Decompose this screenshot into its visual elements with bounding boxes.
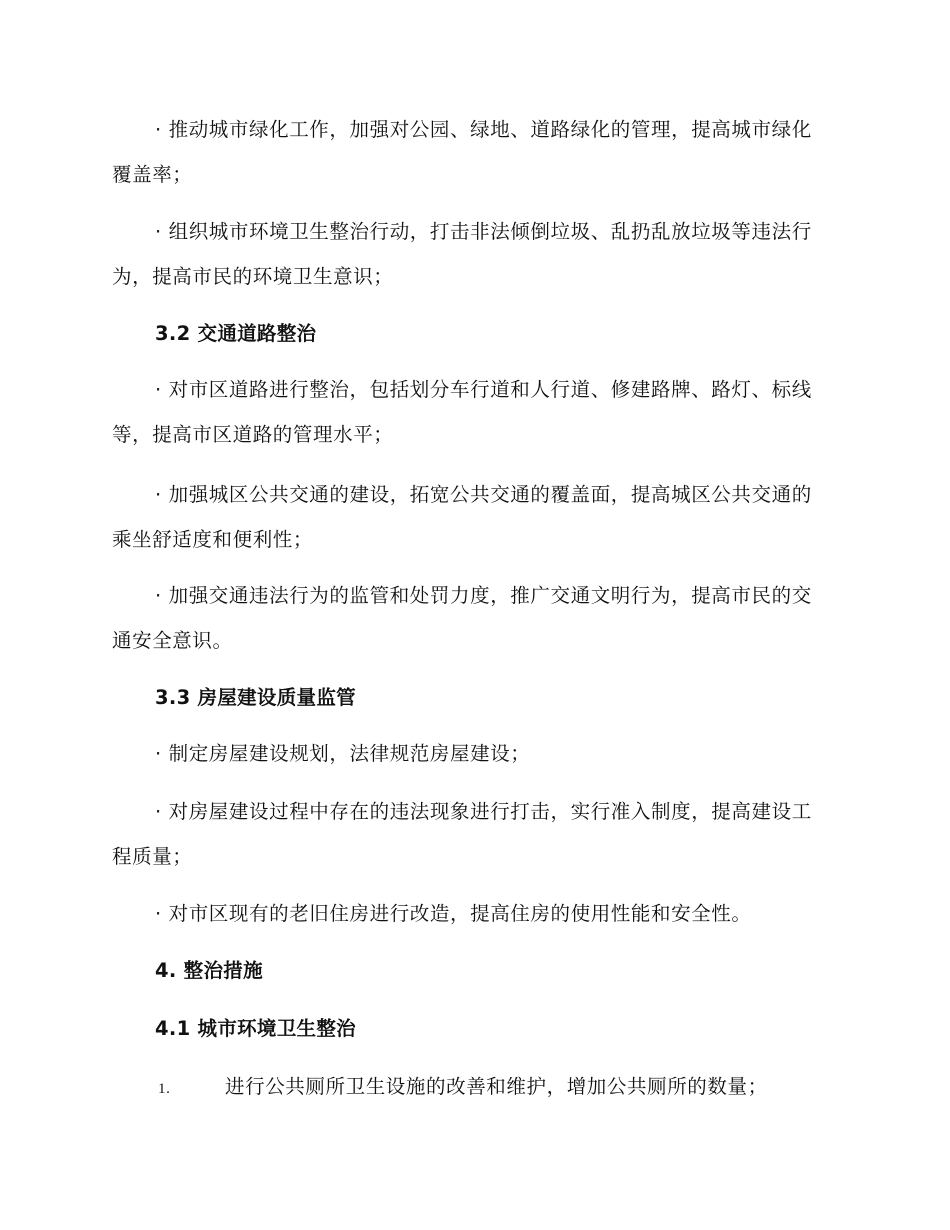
bullet-paragraph-sanitation-campaign: · 组织城市环境卫生整治行动，打击非法倾倒垃圾、乱扔乱放垃圾等违法行为，提高市民的环境卫生意识；: [112, 220, 812, 288]
bullet-paragraph-traffic-violations: · 加强交通违法行为的监管和处罚力度，推广交通文明行为，提高市民的交通安全意识。: [112, 584, 812, 652]
bullet-paragraph-housing-planning: · 制定房屋建设规划，法律规范房屋建设；: [155, 742, 531, 765]
bullet-paragraph-old-housing-renovation: · 对市区现有的老旧住房进行改造，提高住房的使用性能和安全性。: [155, 902, 752, 925]
bullet-paragraph-public-transit: · 加强城区公共交通的建设，拓宽公共交通的覆盖面，提高城区公共交通的乘坐舒适度和便利性；: [112, 483, 812, 551]
bullet-paragraph-housing-crackdown: · 对房屋建设过程中存在的违法现象进行打击，实行准入制度，提高建设工程质量；: [112, 800, 812, 868]
section-heading-3-3: 3.3 房屋建设质量监管: [155, 686, 356, 709]
section-heading-4-1: 4.1 城市环境卫生整治: [155, 1017, 356, 1040]
list-item-text: 进行公共厕所卫生设施的改善和维护，增加公共厕所的数量；: [225, 1075, 768, 1098]
bullet-paragraph-greening: · 推动城市绿化工作，加强对公园、绿地、道路绿化的管理，提高城市绿化覆盖率；: [112, 118, 812, 186]
bullet-paragraph-road-management: · 对市区道路进行整治，包括划分车行道和人行道、修建路牌、路灯、标线等，提高市区道路的管理水平；: [112, 378, 812, 446]
section-heading-3-2: 3.2 交通道路整治: [155, 322, 317, 345]
list-item-number: 1.: [158, 1081, 171, 1097]
section-heading-4: 4. 整治措施: [155, 959, 263, 982]
